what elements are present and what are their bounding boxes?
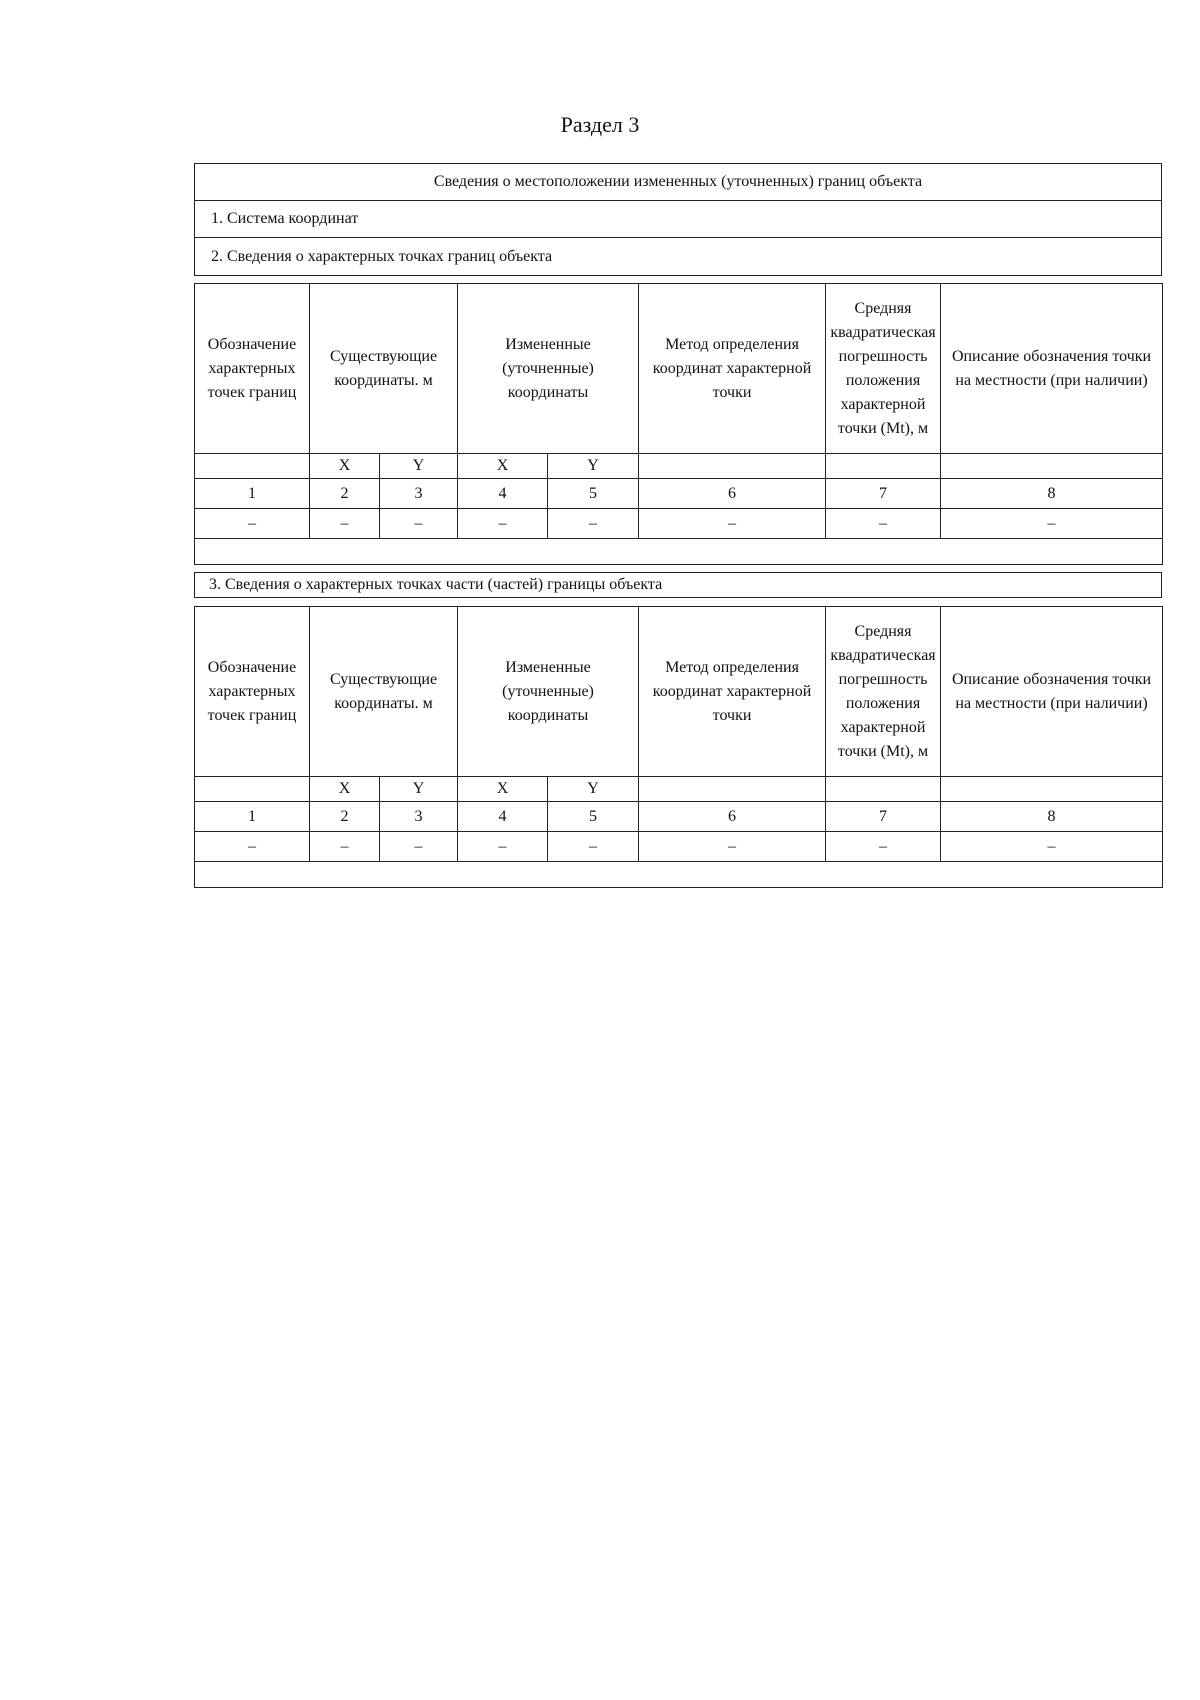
header-designation: Обозначение характерных точек границ: [195, 607, 310, 777]
column-number-row: [195, 802, 1163, 832]
column-number: 6: [639, 802, 826, 832]
header-existing-coords: Существующие координаты. м: [310, 284, 458, 454]
subheader-y: Y: [380, 777, 458, 802]
subheader-row: [195, 454, 1163, 479]
data-cell: –: [639, 832, 826, 862]
data-cell: –: [310, 509, 380, 539]
coord-system-row: 1. Система координат: [195, 201, 1161, 238]
column-number: 5: [548, 479, 639, 509]
subheader-cell: [195, 777, 310, 802]
subheader-x: X: [310, 777, 380, 802]
data-cell: –: [639, 509, 826, 539]
header-row: [195, 607, 1163, 777]
part-boundary-points-table: [194, 606, 1163, 888]
subheader-cell: [941, 777, 1163, 802]
column-number: 6: [639, 479, 826, 509]
data-cell: –: [941, 832, 1163, 862]
header-method: Метод определения координат характерной точки: [639, 284, 826, 454]
column-number: 1: [195, 802, 310, 832]
table-row: [195, 832, 1163, 862]
data-cell: –: [458, 509, 548, 539]
data-cell: –: [310, 832, 380, 862]
header-description: Описание обозначения точки на местности (при наличии): [941, 284, 1163, 454]
boundary-points-table: [194, 283, 1163, 565]
empty-cell: [195, 862, 1163, 888]
empty-row: [195, 539, 1163, 565]
header-description: Описание обозначения точки на местности (при наличии): [941, 607, 1163, 777]
location-info-box: [194, 163, 1162, 276]
column-number: 1: [195, 479, 310, 509]
column-number: 7: [826, 479, 941, 509]
subheader-y: Y: [548, 454, 639, 479]
subheader-x: X: [458, 777, 548, 802]
data-cell: –: [195, 832, 310, 862]
column-number: 2: [310, 479, 380, 509]
subheader-cell: [826, 777, 941, 802]
subheader-y: Y: [548, 777, 639, 802]
column-number-row: [195, 479, 1163, 509]
data-cell: –: [380, 832, 458, 862]
subheader-cell: [639, 454, 826, 479]
column-number: 5: [548, 802, 639, 832]
header-error: Средняя квадратическая погрешность положения характерной точки (Mt), м: [826, 607, 941, 777]
header-row: [195, 284, 1163, 454]
header-changed-coords: Измененные (уточненные) координаты: [458, 607, 639, 777]
box-title: Сведения о местоположении измененных (уточненных) границ объекта: [195, 164, 1161, 201]
header-error: Средняя квадратическая погрешность положения характерной точки (Mt), м: [826, 284, 941, 454]
column-number: 4: [458, 479, 548, 509]
column-number: 3: [380, 802, 458, 832]
subheader-cell: [639, 777, 826, 802]
data-cell: –: [826, 509, 941, 539]
header-method: Метод определения координат характерной точки: [639, 607, 826, 777]
subheader-cell: [195, 454, 310, 479]
column-number: 4: [458, 802, 548, 832]
column-number: 3: [380, 479, 458, 509]
data-cell: –: [548, 509, 639, 539]
column-number: 8: [941, 479, 1163, 509]
empty-row: [195, 862, 1163, 888]
data-cell: –: [941, 509, 1163, 539]
data-cell: –: [548, 832, 639, 862]
data-cell: –: [458, 832, 548, 862]
data-cell: –: [195, 509, 310, 539]
subheader-x: X: [458, 454, 548, 479]
section-title: Раздел 3: [560, 112, 640, 137]
part-points-title: 3. Сведения о характерных точках части (частей) границы объекта: [194, 572, 1162, 598]
subheader-x: X: [310, 454, 380, 479]
header-designation: Обозначение характерных точек границ: [195, 284, 310, 454]
subheader-row: [195, 777, 1163, 802]
column-number: 2: [310, 802, 380, 832]
table-row: [195, 509, 1163, 539]
subheader-y: Y: [380, 454, 458, 479]
data-cell: –: [826, 832, 941, 862]
subheader-cell: [941, 454, 1163, 479]
header-changed-coords: Измененные (уточненные) координаты: [458, 284, 639, 454]
header-existing-coords: Существующие координаты. м: [310, 607, 458, 777]
column-number: 7: [826, 802, 941, 832]
empty-cell: [195, 539, 1163, 565]
column-number: 8: [941, 802, 1163, 832]
points-info-row: 2. Сведения о характерных точках границ объекта: [211, 247, 553, 265]
data-cell: –: [380, 509, 458, 539]
subheader-cell: [826, 454, 941, 479]
